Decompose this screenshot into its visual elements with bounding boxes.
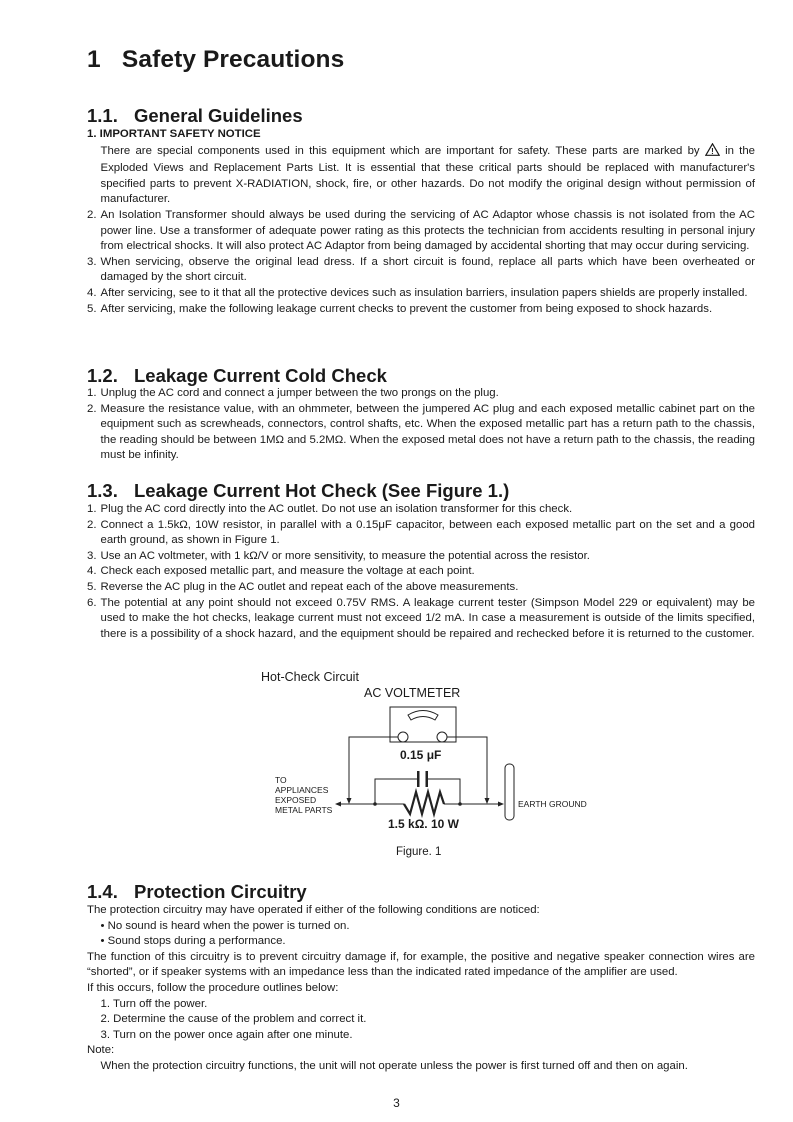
paragraph: The function of this circuitry is to prevent circuitry damage if, for example, the positive and negative speaker connection wires are “shorted”, or if speaker systems with an impedance less than the indicated rated impedance of the amplifier are used.	[87, 950, 755, 979]
arrow-down-right-icon	[485, 798, 490, 804]
figure-caption: Figure. 1	[396, 846, 442, 858]
section-body-1-4	[87, 903, 755, 1075]
junction-dot-right	[458, 802, 462, 806]
warning-triangle-icon	[705, 143, 720, 162]
figure-title: Hot-Check Circuit	[261, 670, 359, 684]
note-text: When the protection circuitry functions, the unit will not operate unless the power is first turned off and then on again.	[100, 1059, 688, 1072]
list-item: 4. Check each exposed metallic part, and measure the voltage at each point.	[87, 565, 475, 578]
section-heading-1-2: 1.2. Leakage Current Cold Check	[87, 365, 387, 386]
page-number: 3	[393, 1096, 400, 1110]
bullet-item: • Sound stops during a performance.	[100, 935, 286, 948]
list-item: 6. The potential at any point should not exceed 0.75V RMS. A leakage current tester (Simpson Model 229 or equivalent) may be used to make the hot checks, leakage current must not exceed 1/2 mA. In case a measurement is outside of the limits specified, there is a possibility of a shock hazard, and the equipment should be repaired and rechecked before it is returned to the customer.	[87, 596, 755, 640]
capacitor-label: 0.15 μF	[400, 748, 442, 762]
list-item: 1. Plug the AC cord directly into the AC outlet. Do not use an isolation transformer for this check.	[87, 503, 573, 515]
cap-wire-left	[375, 779, 418, 804]
step-item: 2. Determine the cause of the problem and correct it.	[100, 1013, 367, 1026]
section-body-1-2	[87, 386, 755, 464]
list-item: 3. Use an AC voltmeter, with 1 kΩ/V or more sensitivity, to measure the potential across the resistor.	[87, 549, 590, 562]
list-item: 5. Reverse the AC plug in the AC outlet and repeat each of the above measurements.	[87, 580, 519, 593]
probe-wire-left	[349, 737, 398, 800]
resistor-label: 1.5 kΩ. 10 W	[388, 817, 459, 831]
bullet-item: • No sound is heard when the power is turned on.	[100, 919, 350, 932]
paragraph: If this occurs, follow the procedure outlines below:	[87, 981, 339, 994]
section-heading-1-1: 1.1. General Guidelines	[87, 105, 303, 126]
arrow-left-icon	[335, 802, 341, 807]
list-item: 2. Connect a 1.5kΩ, 10W resistor, in parallel with a 0.15μF capacitor, between each exposed metallic part on the set and a good earth ground, as shown in Figure 1.	[87, 518, 755, 547]
section-heading-1-3: 1.3. Leakage Current Hot Check (See Figure 1.)	[87, 480, 510, 501]
capacitor-plate-right	[426, 771, 429, 787]
left-label: TO APPLIANCES EXPOSED METAL PARTS	[275, 775, 333, 815]
subheading: 1. IMPORTANT SAFETY NOTICE	[87, 128, 261, 140]
svg-text:!: !	[711, 146, 714, 156]
meter-terminal-left	[398, 732, 408, 742]
list-item: 1. Unplug the AC cord and connect a jumper between the two prongs on the plug.	[87, 387, 499, 399]
note-label: Note:	[87, 1044, 115, 1057]
resistor-zigzag	[404, 792, 444, 814]
step-item: 3. Turn on the power once again after one minute.	[100, 1028, 353, 1041]
earth-ground-label: EARTH GROUND	[518, 799, 587, 809]
voltmeter-box	[390, 707, 456, 742]
list-item: 2. An Isolation Transformer should always be used during the servicing of AC Adaptor whose chassis is not isolated from the AC power line. Use a transformer of adequate power rating as this protects the technician from accidents resulting in personal injury from electrical shocks. It will also protect AC Adaptor from being damaged by accidental shorting that may occur during servicing.	[87, 208, 755, 253]
arrow-right-icon	[498, 802, 504, 807]
meter-dial-icon	[408, 711, 438, 721]
list-item: 4. After servicing, see to it that all the protective devices such as insulation barriers, insulation papers shields are properly installed.	[87, 286, 748, 299]
list-item: 2. Measure the resistance value, with an ohmmeter, between the jumpered AC plug and each exposed metallic cabinet part on the equipment such as screwheads, connectors, control shafts, etc. When the exposed metallic part has a return path to the chassis, the reading should be between 1MΩ and 5.2MΩ. When the exposed metal does not have a return path to the chassis, the reading must be infinity.	[87, 402, 755, 462]
list-item: 3. When servicing, observe the original lead dress. If a short circuit is found, replace all parts which have been overheated or damaged by the short circuit.	[87, 255, 755, 284]
probe-wire-right	[447, 737, 487, 800]
circuit-diagram	[255, 668, 600, 868]
voltmeter-label: AC VOLTMETER	[364, 686, 461, 700]
section-body-1-1	[87, 127, 755, 317]
safety-notice-paragraph: There are special components used in this equipment which are important for safety. These parts are marked by ! in the Exploded Views and Replacement Parts List. It is essential that these critical parts should be replaced with manufacturer's specified parts to prevent X-RADIATION, shock, fire, or other hazards. Do not modify the original design without permission of manufacturer.	[100, 144, 755, 206]
step-item: 1. Turn off the power.	[100, 997, 208, 1010]
section-body-1-3	[87, 502, 755, 642]
list-item: 5. After servicing, make the following leakage current checks to prevent the customer from being exposed to shock hazards.	[87, 302, 713, 315]
chapter-title: 1 Safety Precautions	[87, 46, 345, 73]
junction-dot-left	[373, 802, 377, 806]
arrow-down-left-icon	[347, 798, 352, 804]
hot-check-circuit-figure	[255, 668, 600, 868]
capacitor-plate-left	[417, 771, 420, 787]
meter-terminal-right	[437, 732, 447, 742]
section-heading-1-4: 1.4. Protection Circuitry	[87, 881, 307, 902]
earth-ground-symbol	[505, 764, 514, 820]
intro-text: The protection circuitry may have operated if either of the following conditions are noticed:	[87, 904, 540, 916]
